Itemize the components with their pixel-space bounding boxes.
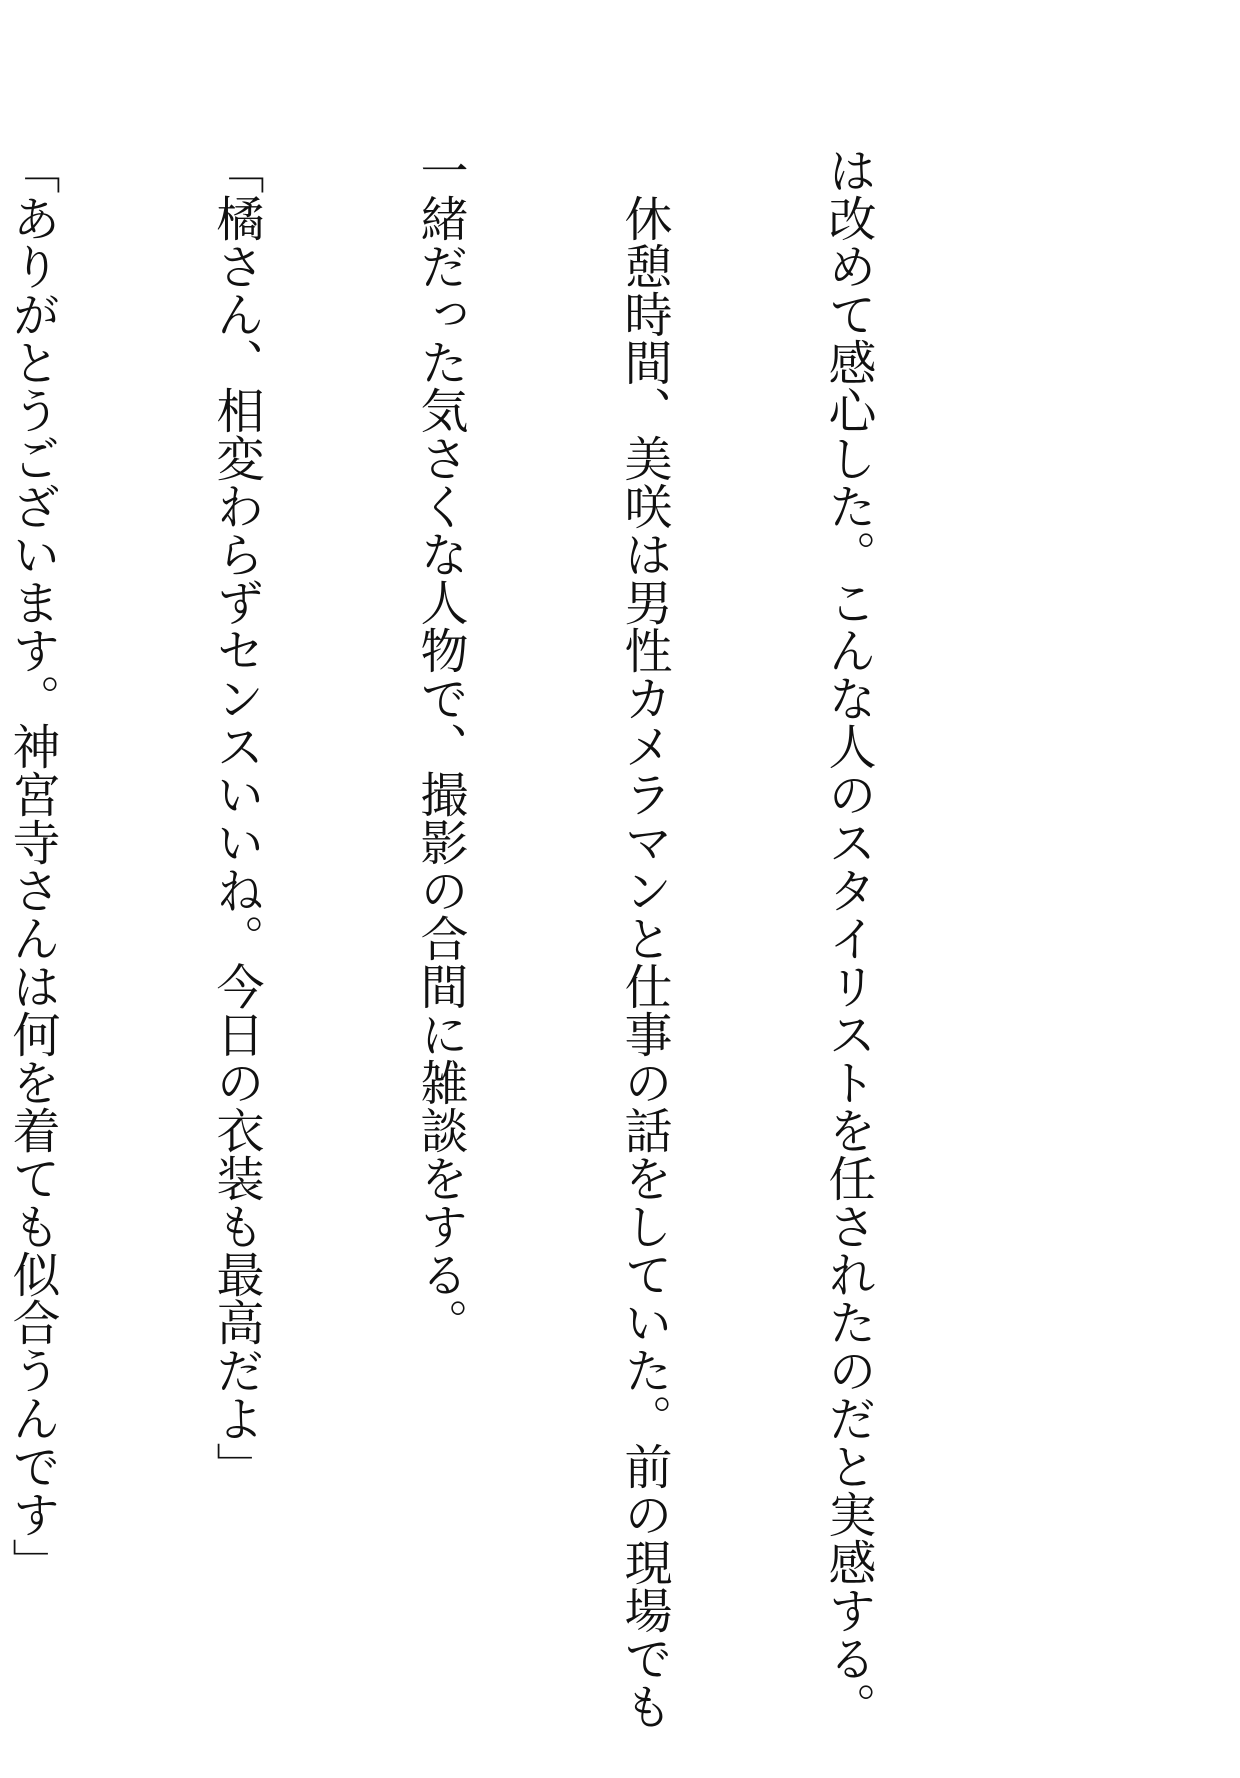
vertical-text-body [0, 146, 1018, 1730]
text-line-2: 休憩時間、美咲は男性カメラマンと仕事の話をしていた。前の現場でも [616, 146, 672, 1730]
text-line-4: 「橘さん、相変わらずセンスいいね。今日の衣装も最高だよ」 [208, 146, 264, 1490]
text-line-5: 「ありがとうございます。神宮寺さんは何を着ても似合うんです」 [4, 146, 60, 1586]
text-line-1: は改めて感心した。こんな人のスタイリストを任されたのだと実感する。 [820, 146, 876, 1730]
text-line-3: 一緒だった気さくな人物で、撮影の合間に雑談をする。 [412, 146, 468, 1346]
